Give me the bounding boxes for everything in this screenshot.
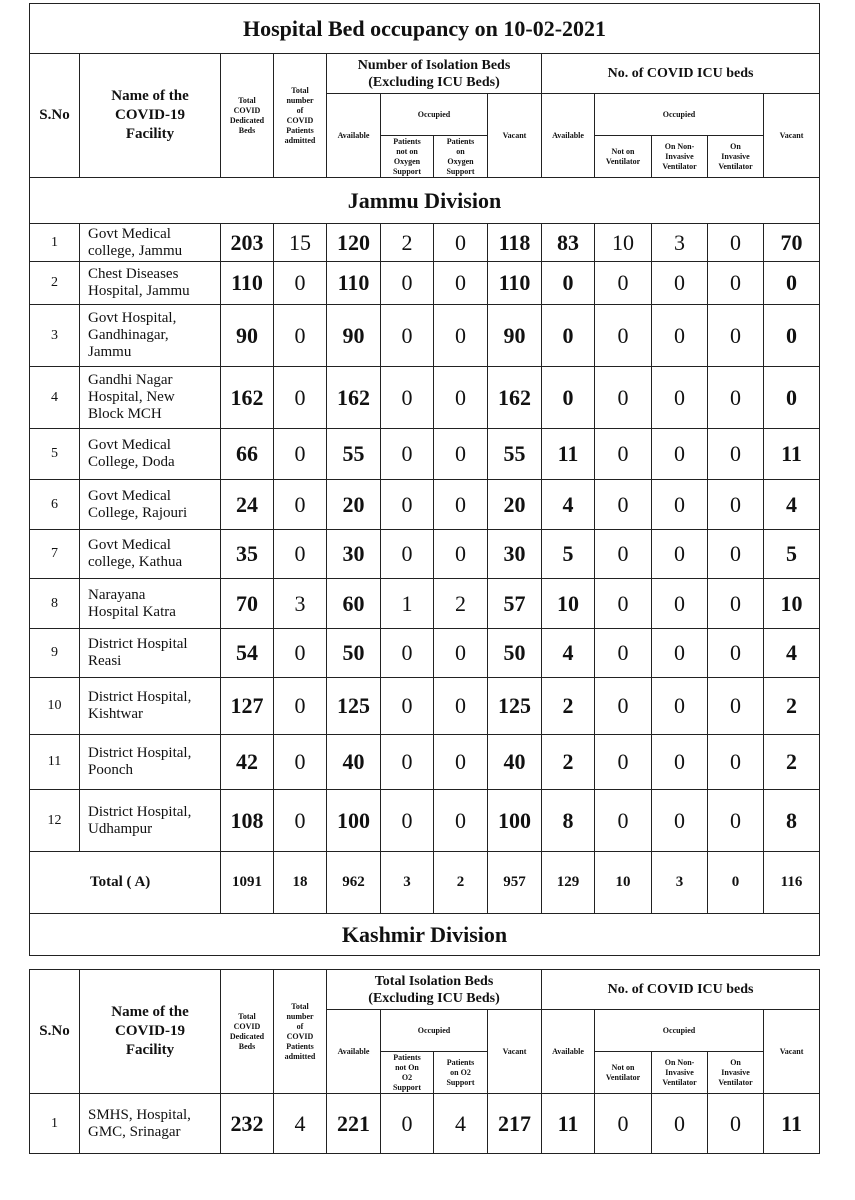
k-non-invasive-header: On Non- Invasive Ventilator	[652, 1052, 708, 1094]
k-invasive-header: On Invasive Ventilator	[708, 1052, 764, 1094]
cell-non-invasive: 0	[652, 480, 708, 530]
cell-non-invasive: 0	[652, 790, 708, 852]
kashmir-division-heading: Kashmir Division	[30, 914, 820, 956]
cell-available: 40	[327, 735, 381, 790]
cell-icu-vacant: 0	[764, 367, 820, 429]
table-row	[30, 480, 820, 530]
row-sno: 6	[30, 480, 80, 530]
kashmir-table	[29, 969, 820, 1154]
cell-icu-available: 2	[542, 678, 595, 735]
facility-name: District Hospital Reasi	[80, 629, 221, 678]
vacant-header: Vacant	[488, 94, 542, 178]
cell-admitted: 0	[274, 790, 327, 852]
cell-invasive: 0	[708, 678, 764, 735]
facility-name: Govt Medical college, Kathua	[80, 530, 221, 579]
cell-available: 125	[327, 678, 381, 735]
cell-not-ventilator: 0	[595, 629, 652, 678]
non-invasive-header: On Non- Invasive Ventilator	[652, 136, 708, 178]
row-sno: 11	[30, 735, 80, 790]
row-sno: 1	[30, 224, 80, 262]
cell-icu-vacant: 10	[764, 579, 820, 629]
cell-admitted: 0	[274, 629, 327, 678]
cell-invasive: 0	[708, 1094, 764, 1154]
table-row	[30, 530, 820, 579]
jammu-division-heading: Jammu Division	[30, 178, 820, 224]
cell-dedicated: 35	[221, 530, 274, 579]
cell-not-ventilator: 0	[595, 305, 652, 367]
isolation-beds-header: Number of Isolation Beds (Excluding ICU Beds)	[327, 54, 542, 94]
cell-admitted: 4	[274, 1094, 327, 1154]
cell-invasive: 0	[708, 367, 764, 429]
not-ventilator-header: Not on Ventilator	[595, 136, 652, 178]
cell-not-oxygen: 0	[381, 1094, 434, 1154]
cell-not-ventilator: 0	[595, 429, 652, 480]
cell-admitted: 0	[274, 480, 327, 530]
icu-beds-header: No. of COVID ICU beds	[542, 54, 820, 94]
total-not-ventilator: 10	[595, 852, 652, 914]
cell-icu-available: 11	[542, 429, 595, 480]
cell-dedicated: 42	[221, 735, 274, 790]
total-not-oxygen: 3	[381, 852, 434, 914]
facility-name: Govt Medical College, Rajouri	[80, 480, 221, 530]
k-available-header: Available	[327, 1010, 381, 1094]
cell-icu-vacant: 2	[764, 735, 820, 790]
facility-name: Govt Medical College, Doda	[80, 429, 221, 480]
cell-available: 60	[327, 579, 381, 629]
cell-non-invasive: 0	[652, 678, 708, 735]
cell-not-ventilator: 0	[595, 790, 652, 852]
table-row	[30, 735, 820, 790]
cell-not-ventilator: 10	[595, 224, 652, 262]
total-available: 962	[327, 852, 381, 914]
cell-not-oxygen: 0	[381, 367, 434, 429]
cell-invasive: 0	[708, 629, 764, 678]
table-row	[30, 678, 820, 735]
cell-invasive: 0	[708, 530, 764, 579]
cell-available: 90	[327, 305, 381, 367]
cell-icu-available: 4	[542, 480, 595, 530]
facility-name: Chest Diseases Hospital, Jammu	[80, 262, 221, 305]
cell-available: 120	[327, 224, 381, 262]
cell-not-oxygen: 0	[381, 429, 434, 480]
k-icu-beds-header: No. of COVID ICU beds	[542, 970, 820, 1010]
cell-admitted: 0	[274, 305, 327, 367]
cell-invasive: 0	[708, 262, 764, 305]
cell-not-ventilator: 0	[595, 530, 652, 579]
jammu-table	[29, 3, 820, 956]
cell-not-ventilator: 0	[595, 480, 652, 530]
kashmir-rows	[30, 1094, 820, 1154]
k-icu-vacant-header: Vacant	[764, 1010, 820, 1094]
available-header: Available	[327, 94, 381, 178]
row-sno: 7	[30, 530, 80, 579]
cell-icu-vacant: 8	[764, 790, 820, 852]
cell-not-oxygen: 0	[381, 735, 434, 790]
cell-on-oxygen: 2	[434, 579, 488, 629]
cell-icu-vacant: 0	[764, 305, 820, 367]
icu-vacant-header: Vacant	[764, 94, 820, 178]
cell-on-oxygen: 0	[434, 429, 488, 480]
total-icu-available: 129	[542, 852, 595, 914]
cell-non-invasive: 0	[652, 629, 708, 678]
total-row	[30, 852, 820, 914]
cell-non-invasive: 0	[652, 305, 708, 367]
facility-name: Govt Medical college, Jammu	[80, 224, 221, 262]
cell-available: 100	[327, 790, 381, 852]
cell-vacant: 162	[488, 367, 542, 429]
cell-invasive: 0	[708, 224, 764, 262]
facility-header: Name of the COVID-19 Facility	[80, 54, 221, 178]
cell-vacant: 125	[488, 678, 542, 735]
cell-invasive: 0	[708, 735, 764, 790]
cell-icu-available: 4	[542, 629, 595, 678]
cell-admitted: 0	[274, 262, 327, 305]
cell-icu-vacant: 11	[764, 1094, 820, 1154]
cell-available: 162	[327, 367, 381, 429]
cell-not-oxygen: 0	[381, 480, 434, 530]
on-oxygen-header: Patients on Oxygen Support	[434, 136, 488, 178]
cell-vacant: 30	[488, 530, 542, 579]
facility-name: Narayana Hospital Katra	[80, 579, 221, 629]
cell-on-oxygen: 0	[434, 530, 488, 579]
occupied-header: Occupied	[381, 94, 488, 136]
k-dedicated-beds-header: Total COVID Dedicated Beds	[221, 970, 274, 1094]
total-vacant: 957	[488, 852, 542, 914]
table-row	[30, 429, 820, 480]
k-icu-available-header: Available	[542, 1010, 595, 1094]
cell-non-invasive: 0	[652, 367, 708, 429]
k-sno-header: S.No	[30, 970, 80, 1094]
total-icu-vacant: 116	[764, 852, 820, 914]
cell-not-oxygen: 0	[381, 790, 434, 852]
cell-not-ventilator: 0	[595, 367, 652, 429]
cell-dedicated: 54	[221, 629, 274, 678]
cell-dedicated: 203	[221, 224, 274, 262]
cell-vacant: 20	[488, 480, 542, 530]
table-row	[30, 629, 820, 678]
row-sno: 1	[30, 1094, 80, 1154]
cell-icu-available: 5	[542, 530, 595, 579]
cell-vacant: 217	[488, 1094, 542, 1154]
cell-admitted: 0	[274, 530, 327, 579]
k-not-oxygen-header: Patients not On O2 Support	[381, 1052, 434, 1094]
cell-vacant: 40	[488, 735, 542, 790]
cell-icu-available: 8	[542, 790, 595, 852]
cell-icu-available: 2	[542, 735, 595, 790]
cell-admitted: 0	[274, 367, 327, 429]
invasive-header: On Invasive Ventilator	[708, 136, 764, 178]
table-row	[30, 305, 820, 367]
cell-dedicated: 108	[221, 790, 274, 852]
cell-icu-available: 83	[542, 224, 595, 262]
cell-not-oxygen: 0	[381, 530, 434, 579]
table-row	[30, 367, 820, 429]
cell-invasive: 0	[708, 579, 764, 629]
cell-on-oxygen: 0	[434, 735, 488, 790]
cell-dedicated: 110	[221, 262, 274, 305]
row-sno: 12	[30, 790, 80, 852]
cell-available: 30	[327, 530, 381, 579]
cell-on-oxygen: 0	[434, 224, 488, 262]
k-patients-admitted-header: Total number of COVID Patients admitted	[274, 970, 327, 1094]
k-icu-occupied-header: Occupied	[595, 1010, 764, 1052]
row-sno: 4	[30, 367, 80, 429]
sno-header: S.No	[30, 54, 80, 178]
total-on-oxygen: 2	[434, 852, 488, 914]
cell-not-ventilator: 0	[595, 262, 652, 305]
facility-name: Gandhi Nagar Hospital, New Block MCH	[80, 367, 221, 429]
cell-not-oxygen: 0	[381, 262, 434, 305]
cell-icu-vacant: 11	[764, 429, 820, 480]
cell-icu-vacant: 2	[764, 678, 820, 735]
row-sno: 3	[30, 305, 80, 367]
cell-dedicated: 66	[221, 429, 274, 480]
cell-invasive: 0	[708, 480, 764, 530]
cell-admitted: 3	[274, 579, 327, 629]
table-row	[30, 1094, 820, 1154]
k-not-ventilator-header: Not on Ventilator	[595, 1052, 652, 1094]
jammu-rows	[30, 224, 820, 852]
patients-admitted-header: Total number of COVID Patients admitted	[274, 54, 327, 178]
not-oxygen-header: Patients not on Oxygen Support	[381, 136, 434, 178]
page-title: Hospital Bed occupancy on 10-02-2021	[30, 4, 820, 54]
cell-not-oxygen: 0	[381, 305, 434, 367]
cell-icu-vacant: 70	[764, 224, 820, 262]
cell-dedicated: 162	[221, 367, 274, 429]
icu-available-header: Available	[542, 94, 595, 178]
cell-on-oxygen: 4	[434, 1094, 488, 1154]
cell-non-invasive: 0	[652, 262, 708, 305]
cell-icu-available: 11	[542, 1094, 595, 1154]
cell-non-invasive: 0	[652, 579, 708, 629]
cell-available: 55	[327, 429, 381, 480]
k-facility-header: Name of the COVID-19 Facility	[80, 970, 221, 1094]
cell-non-invasive: 3	[652, 224, 708, 262]
k-on-oxygen-header: Patients on O2 Support	[434, 1052, 488, 1094]
dedicated-beds-header: Total COVID Dedicated Beds	[221, 54, 274, 178]
cell-available: 221	[327, 1094, 381, 1154]
cell-invasive: 0	[708, 790, 764, 852]
table-row	[30, 790, 820, 852]
k-occupied-header: Occupied	[381, 1010, 488, 1052]
cell-icu-available: 0	[542, 367, 595, 429]
cell-icu-available: 0	[542, 262, 595, 305]
cell-not-ventilator: 0	[595, 1094, 652, 1154]
row-sno: 2	[30, 262, 80, 305]
total-label: Total ( A)	[30, 852, 221, 914]
cell-on-oxygen: 0	[434, 480, 488, 530]
facility-name: SMHS, Hospital, GMC, Srinagar	[80, 1094, 221, 1154]
cell-vacant: 118	[488, 224, 542, 262]
facility-name: Govt Hospital, Gandhinagar, Jammu	[80, 305, 221, 367]
cell-vacant: 100	[488, 790, 542, 852]
total-admitted: 18	[274, 852, 327, 914]
cell-dedicated: 24	[221, 480, 274, 530]
k-isolation-beds-header: Total Isolation Beds (Excluding ICU Beds)	[327, 970, 542, 1010]
cell-on-oxygen: 0	[434, 305, 488, 367]
cell-non-invasive: 0	[652, 1094, 708, 1154]
cell-invasive: 0	[708, 305, 764, 367]
row-sno: 8	[30, 579, 80, 629]
cell-available: 20	[327, 480, 381, 530]
table-row	[30, 224, 820, 262]
cell-dedicated: 232	[221, 1094, 274, 1154]
cell-icu-vacant: 4	[764, 480, 820, 530]
total-invasive: 0	[708, 852, 764, 914]
cell-icu-available: 10	[542, 579, 595, 629]
cell-vacant: 90	[488, 305, 542, 367]
cell-available: 50	[327, 629, 381, 678]
total-dedicated: 1091	[221, 852, 274, 914]
cell-not-oxygen: 0	[381, 678, 434, 735]
cell-icu-vacant: 0	[764, 262, 820, 305]
cell-icu-vacant: 4	[764, 629, 820, 678]
facility-name: District Hospital, Poonch	[80, 735, 221, 790]
cell-dedicated: 90	[221, 305, 274, 367]
total-non-invasive: 3	[652, 852, 708, 914]
cell-icu-vacant: 5	[764, 530, 820, 579]
cell-vacant: 55	[488, 429, 542, 480]
cell-icu-available: 0	[542, 305, 595, 367]
cell-on-oxygen: 0	[434, 678, 488, 735]
cell-not-oxygen: 2	[381, 224, 434, 262]
cell-admitted: 0	[274, 678, 327, 735]
cell-not-ventilator: 0	[595, 579, 652, 629]
table-row	[30, 262, 820, 305]
cell-vacant: 57	[488, 579, 542, 629]
k-vacant-header: Vacant	[488, 1010, 542, 1094]
cell-not-oxygen: 0	[381, 629, 434, 678]
row-sno: 10	[30, 678, 80, 735]
table-row	[30, 579, 820, 629]
cell-non-invasive: 0	[652, 735, 708, 790]
facility-name: District Hospital, Kishtwar	[80, 678, 221, 735]
facility-name: District Hospital, Udhampur	[80, 790, 221, 852]
cell-invasive: 0	[708, 429, 764, 480]
cell-admitted: 0	[274, 429, 327, 480]
cell-vacant: 50	[488, 629, 542, 678]
cell-not-ventilator: 0	[595, 678, 652, 735]
cell-on-oxygen: 0	[434, 262, 488, 305]
cell-dedicated: 70	[221, 579, 274, 629]
row-sno: 9	[30, 629, 80, 678]
cell-dedicated: 127	[221, 678, 274, 735]
cell-non-invasive: 0	[652, 530, 708, 579]
cell-admitted: 15	[274, 224, 327, 262]
row-sno: 5	[30, 429, 80, 480]
cell-on-oxygen: 0	[434, 367, 488, 429]
cell-admitted: 0	[274, 735, 327, 790]
cell-not-oxygen: 1	[381, 579, 434, 629]
cell-vacant: 110	[488, 262, 542, 305]
cell-not-ventilator: 0	[595, 735, 652, 790]
cell-non-invasive: 0	[652, 429, 708, 480]
cell-on-oxygen: 0	[434, 629, 488, 678]
icu-occupied-header: Occupied	[595, 94, 764, 136]
cell-available: 110	[327, 262, 381, 305]
cell-on-oxygen: 0	[434, 790, 488, 852]
